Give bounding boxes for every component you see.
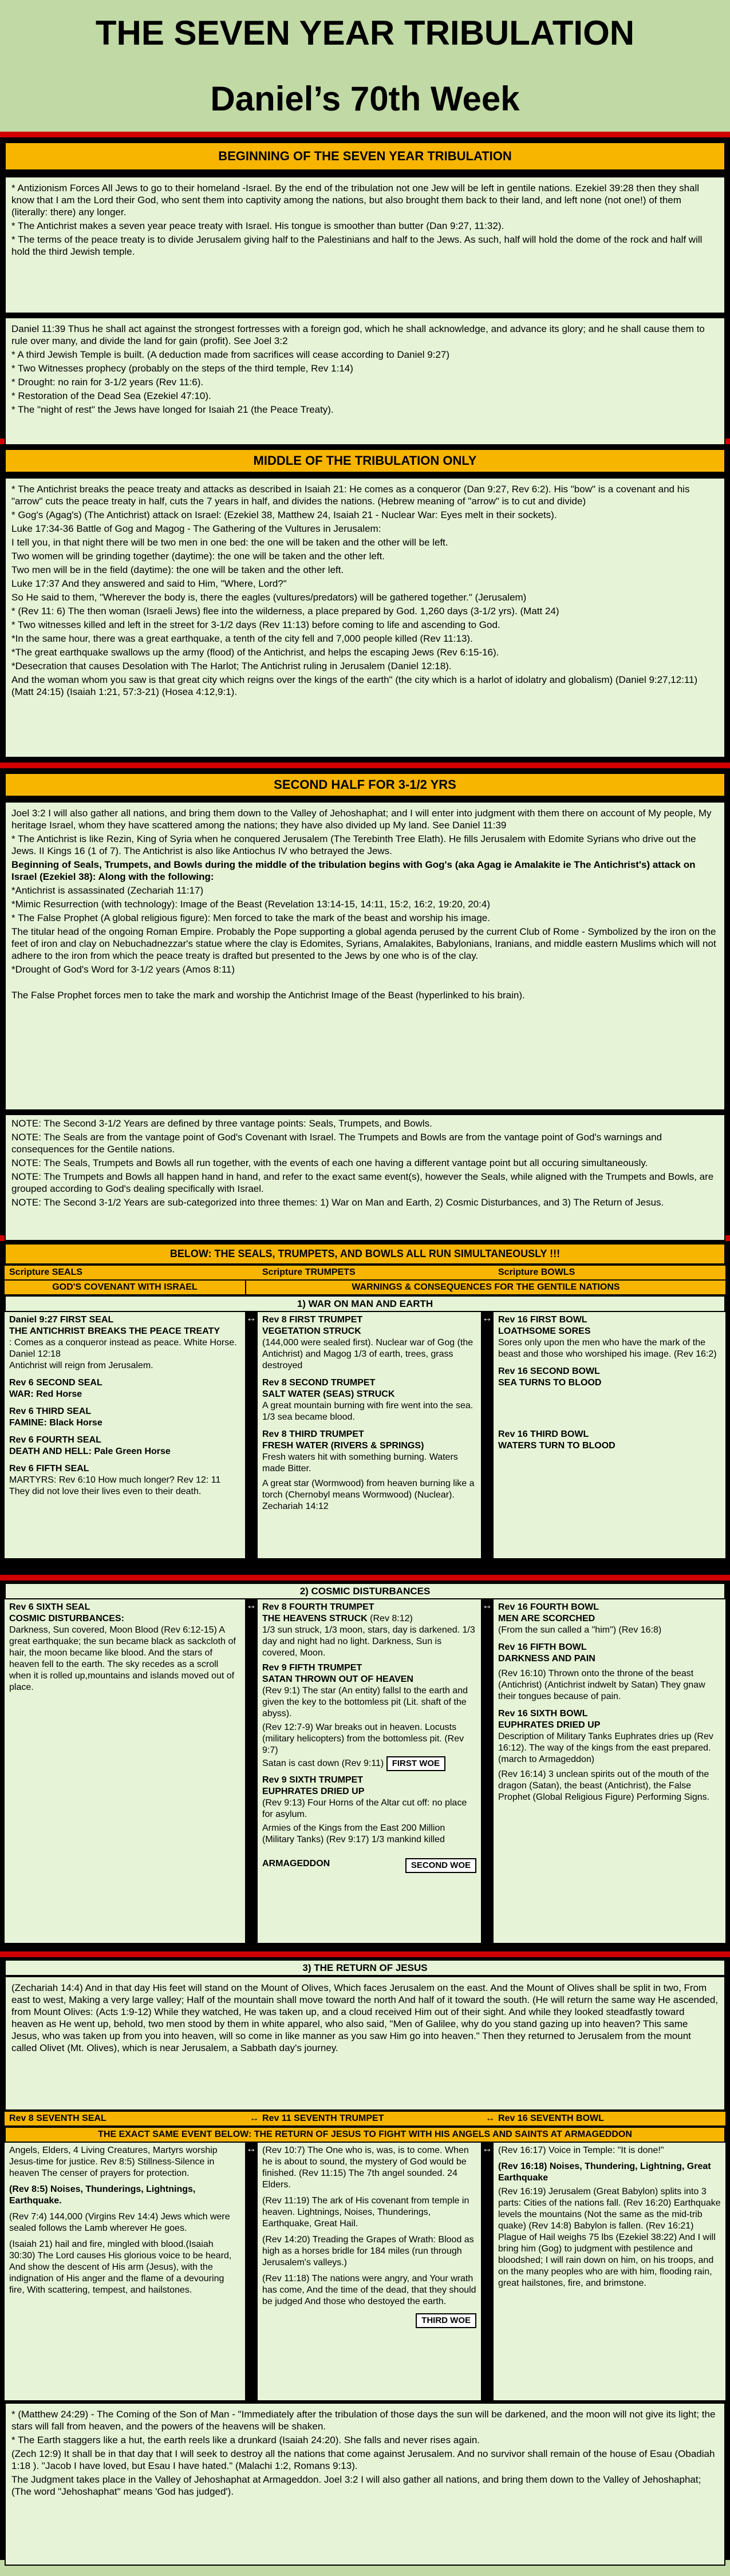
cosmic-bowls <box>494 1599 725 1943</box>
arrow-icon: ↔ <box>486 2113 495 2123</box>
text: * The Antichrist breaks the peace treaty and attacks as described in Isaiah 21: He comes as a conqueror (Dan 9:27, Rev 6:2). His "bow" is a covenant and his "arrow" cuts the peace treaty in half, cuts the 7 years in half, and divides the nations. (Hebrew meaning of "arrow" is to cut and divide) <box>11 484 690 507</box>
note: NOTE: The Trumpets and Bowls all happen hand in hand, and refer to the exact same event(s), however the Seals, while aligned with the Trumpets and Bowls, are grouped according to God's dealing specifically with Israel. <box>11 1171 714 1194</box>
text: * The Antichrist makes a seven year peace treaty with Israel. His tongue is smoother than butter (Dan 9:27, 11:32). <box>11 220 504 231</box>
text: So He said to them, "Wherever the body is, there the eagles (vultures/predators) will be gathered together." (Jerusalem) <box>11 592 527 603</box>
beginning-box-2 <box>5 317 725 446</box>
seal-text: MARTYRS: Rev 6:10 How much longer? Rev 12: 11 They did not love their lives even to their death. <box>9 1475 221 1496</box>
note: NOTE: The Second 3-1/2 Years are sub-categorized into three themes: 1) War on Man and Earth, 2) Cosmic Disturbances, and 3) The Return of Jesus. <box>11 1197 664 1208</box>
text: Beginning of Seals, Trumpets, and Bowls during the middle of the tribulation begins with Gog's (aka Agag ie Amalakite ie The Antichrist's) attack on Israel (Ezekiel 38): Along with the following: <box>11 859 696 882</box>
table-subheaders <box>5 1281 725 1295</box>
arrow-icon: ↔ <box>245 2143 258 2400</box>
cosmic-title: 2) COSMIC DISTURBANCES <box>5 1583 725 1599</box>
text: *Drought of God's Word for 3-1/2 years (Amos 8:11) <box>11 964 235 975</box>
table-column-headers <box>5 1265 725 1281</box>
trumpet-text: (Rev 12:7-9) War breaks out in heaven. Locusts (military helicopters) from the bottomless pit. (Rev 9:7) <box>262 1722 464 1755</box>
text: Daniel 11:39 Thus he shall act against the strongest fortresses with a foreign god, which he shall acknowledge, and advance its glory; and he shall cause them to rule over many, and divide the land for gain (profit). See Joel 3:2 <box>11 323 705 346</box>
covenant-label: GOD'S COVENANT WITH ISRAEL <box>52 1282 198 1292</box>
text: * The Earth staggers like a hut, the earth reels like a drunkard (Isaiah 24:20). She falls and never rises again. <box>11 2435 480 2445</box>
trumpet-text: (Rev 9:1) The star (An entity) fallsl to the earth and given the key to the bottomless pit (Lit. shaft of the abyss). <box>262 1686 468 1718</box>
bowl-text: (Rev 16:14) 3 unclean spirits out of the mouth of the dragon (Satan), the beast (Antichrist), the False Prophet (Global Religious Figure) Performing Signs. <box>498 1769 710 1802</box>
column-bowls: Scripture BOWLS <box>498 1267 575 1277</box>
bowl-header: Rev 16 FIRST BOWL <box>498 1315 587 1325</box>
seal-text: Darkness, Sun covered, Moon Blood (Rev 6:12-15) A great earthquake; the sun became black as sackcloth of hair, the moon became like blood. And the stars of heaven fell to the earth. The sky recedes as a scroll when it is rolled up,mountains and islands moved out of place. <box>9 1625 236 1692</box>
divider <box>0 762 730 768</box>
text: * (Rev 11: 6) The then woman (Israeli Jews) flee into the wilderness, a place prepared by God. 1,260 days (3-1/2 yrs). (Matt 24) <box>11 606 559 617</box>
column-seals: Scripture SEALS <box>9 1267 83 1277</box>
bowl-title: SEA TURNS TO BLOOD <box>498 1378 602 1388</box>
text: *Antichrist is assassinated (Zechariah 11:17) <box>11 885 204 896</box>
second-half-header: SECOND HALF FOR 3-1/2 YRS <box>5 773 725 797</box>
return-bowls <box>494 2143 725 2400</box>
trumpet-text: (Rev 10:7) The One who is, was, is to come. When he is about to sound, the mystery of God would be finished. (Rev 11:15) The 7th angel sounded. 24 Elders. <box>262 2146 469 2190</box>
bowl-title: MEN ARE SCORCHED <box>498 1614 595 1623</box>
bowl-header: Rev 16 THIRD BOWL <box>498 1429 589 1439</box>
bowl-header: Rev 16 SECOND BOWL <box>498 1366 600 1376</box>
text: *Mimic Resurrection (with technology): Image of the Beast (Revelation 13:14-15, 14:11, 15:2, 16:2, 19:20, 20:4) <box>11 899 490 910</box>
cosmic-section <box>0 1581 730 1951</box>
trumpet-header: Rev 9 SIXTH TRUMPET <box>262 1775 364 1785</box>
text: *The great earthquake swallows up the army (flood) of the Antichrist, and helps the escaping Jews (Rev 6:15-16). <box>11 647 499 658</box>
text: I tell you, in that night there will be two men in one bed: the one will be taken and the other will be left. <box>11 537 448 548</box>
second-half-box-1 <box>5 801 725 1111</box>
divider <box>0 1575 730 1581</box>
return-banner: THE EXACT SAME EVENT BELOW: THE RETURN OF JESUS TO FIGHT WITH HIS ANGELS AND SAINTS AT ARMAGEDDON <box>5 2127 725 2143</box>
cosmic-grid <box>5 1599 725 1943</box>
bowl-text: (Rev 16:10) Thrown onto the throne of the beast (Antichrist) (Antichrist indwelt by Satan) They gnaw their tongues because of pain. <box>498 1669 705 1701</box>
second-woe-badge: SECOND WOE <box>405 1858 476 1873</box>
text: * The Antichrist is like Rezin, King of Syria when he conquered Jerusalem (The Terebinth Tree Elath). He fills Jerusalem with Edomite Syrians who drive out the Jews. II Kings 16 (1 of 7). The Antichrist is also like Antiochus IV who betrayed the Jews. <box>11 833 696 856</box>
trumpet-text: (Rev 14:20) Treading the Grapes of Wrath: Blood as high as a horses bridle for 184 miles (run through Jerusalem's valleys.) <box>262 2235 474 2267</box>
trumpet-text: (Rev 11:18) The nations were angry, and Your wrath has come, And the time of the dead, that they should be judged And those who destoyed the earth. <box>262 2274 476 2306</box>
text: * The False Prophet (A global religious figure): Men forced to take the mark of the beast and worship his image. <box>11 912 490 923</box>
bowl-header: Rev 16 SIXTH BOWL <box>498 1709 588 1718</box>
seals-trumpets-bowls-table <box>0 1241 730 1575</box>
armageddon-label: ARMAGEDDON <box>262 1859 330 1868</box>
text: *Desecration that causes Desolation with The Harlot; The Antichrist ruling in Jerusalem (Daniel 12:18). <box>11 661 452 671</box>
trumpet-text: A great mountain burning with fire went into the sea. 1/3 sea became blood. <box>262 1401 473 1422</box>
cosmic-trumpets <box>258 1599 481 1943</box>
trumpet-title: EUPHRATES DRIED UP <box>262 1787 365 1796</box>
return-intro: (Zechariah 14:4) And in that day His feet will stand on the Mount of Olives, Which faces Jerusalem on the east. And the Mount of Olives shall be split in two, From east to west, Making a very large valley; Half of the mountain shall move toward the north And half of it toward the south. (He will return the same way He ascended, from Mount Olives: (Acts 1:9-12) While they watched, He was taken up, and a cloud received Him out of their sight. And while they looked steadfastly toward heaven as He went up, behold, two men stood by them in white apparel, who also said, "Men of Galilee, why do you stand gazing up into heaven? This same Jesus, who was taken up from you into heaven, will so come in like manner as you saw Him go into heaven." Then they returned to Jerusalem from the mount called Olivet (Mt. Olives), which is near Jerusalem, a Sabbath day's journey. <box>5 1976 725 2111</box>
bowl-title: DARKNESS AND PAIN <box>498 1654 595 1664</box>
seal-text: Antichrist will reign from Jerusalem. <box>9 1361 153 1370</box>
trumpet-text: Satan is cast down (Rev 9:11) <box>262 1759 384 1768</box>
first-woe-badge: FIRST WOE <box>386 1756 445 1771</box>
seal-header: Rev 6 THIRD SEAL <box>9 1406 92 1416</box>
return-trumpets <box>258 2143 481 2400</box>
text: * Two Witnesses prophecy (probably on the steps of the third temple, Rev 1:14) <box>11 363 353 374</box>
return-title: 3) THE RETURN OF JESUS <box>5 1959 725 1976</box>
bowl-text: (Rev 16:19) Jerusalem (Great Babylon) splits into 3 parts: Cities of the nations fall. (Rev 16:20) Earthquake levels the mountains (Not the same as the mid-trib quake) (Rev 14:8) Babylon is fallen. (Rev 16:21) Plague of Hail weighs 75 lbs (Ezekiel 38:22) And I will bring him (Gog) to judgment with pestilence and bloodshed; I will rain down on him, on his troops, and on the many peoples who are with him, flooding rain, great hailstones, fire, and brimstone. <box>498 2187 721 2288</box>
return-section <box>0 1957 730 2560</box>
war-trumpets <box>258 1312 481 1558</box>
bowl7-header: Rev 16 SEVENTH BOWL <box>498 2113 604 2123</box>
text: * A third Jewish Temple is built. (A deduction made from sacrifices will cease according to Daniel 9:27) <box>11 349 450 360</box>
war-grid <box>5 1312 725 1558</box>
arrow-icon: ↔ <box>481 1312 494 1558</box>
trumpet-title: THE HEAVENS STRUCK <box>262 1614 368 1623</box>
seal-text: : Comes as a conqueror instead as peace. White Horse. Daniel 12:18 <box>9 1338 237 1359</box>
bowl-title: WATERS TURN TO BLOOD <box>498 1441 615 1451</box>
spacer <box>481 1266 494 1279</box>
seal-header: Rev 6 SECOND SEAL <box>9 1378 102 1388</box>
column-trumpets: Scripture TRUMPETS <box>262 1267 356 1277</box>
war-title: 1) WAR ON MAN AND EARTH <box>5 1295 725 1312</box>
seal-title: WAR: Red Horse <box>9 1389 82 1399</box>
text: * Antizionism Forces All Jews to go to their homeland -Israel. By the end of the tribulation not one Jew will be left in gentile nations. Ezekiel 39:28 then they shall know that I am the Lord their God, who sent them into captivity among the nations, but also brought them back to their land, and left none (not one!) of them (literally: there) any longer. <box>11 183 700 218</box>
trumpet-text: (Rev 11:19) The ark of His covenant from temple in heaven. Lightnings, Noises, Thunderings, Earthquake, Great Hail. <box>262 2196 469 2229</box>
trumpet-title: FRESH WATER (RIVERS & SPRINGS) <box>262 1441 424 1451</box>
trumpet7-header: Rev 11 SEVENTH TRUMPET <box>262 2113 384 2123</box>
seal-title: COSMIC DISTURBANCES: <box>9 1614 124 1623</box>
text: * The terms of the peace treaty is to divide Jerusalem giving half to the Palestinians and half to the Jews. As such, half will hold the dome of the rock and half will hold the third Jewish temple. <box>11 234 703 257</box>
bowl-title: EUPHRATES DRIED UP <box>498 1720 601 1730</box>
trumpet-text: 1/3 sun struck, 1/3 moon, stars, day is darkened. 1/3 day and night had no light. Darkness, Sun is covered, Moon. <box>262 1625 475 1658</box>
bowl-text: (From the sun called a "him") (Rev 16:8) <box>498 1625 662 1635</box>
text: And the woman whom you saw is that great city which reigns over the kings of the earth" (the city which is a harlot of idolatry and globalism) (Daniel 9:27,12:11) (Matt 24:15) (Isaiah 1:21, 57:3-21) (Hosea 4:12,9:1). <box>11 674 698 697</box>
beginning-header: BEGINNING OF THE SEVEN YEAR TRIBULATION <box>5 142 725 171</box>
seal-text: (Isaiah 21) hail and fire, mingled with blood.(Isaiah 30:30) The Lord causes His glorious voice to be heard, And show the descent of His arm (Jesus), with the indignation of His anger and the flame of a devouring fire, With scattering, tempest, and hailstones. <box>9 2239 232 2295</box>
text: * Gog's (Agag's) (The Antichrist) attack on Israel: (Ezekiel 38, Matthew 24, Isaiah 21 - Nuclear War: Eyes melt in their sockets). <box>11 509 557 520</box>
spacer <box>245 1266 258 1279</box>
seal-header: Rev 6 FOURTH SEAL <box>9 1435 101 1445</box>
third-woe-badge: THIRD WOE <box>416 2313 476 2328</box>
beginning-box-1 <box>5 176 725 314</box>
warnings-label: WARNINGS & CONSEQUENCES FOR THE GENTILE NATIONS <box>245 1281 725 1294</box>
trumpet-header: Rev 8 FOURTH TRUMPET <box>262 1602 374 1612</box>
seal-header: Rev 6 FIFTH SEAL <box>9 1464 89 1473</box>
seal-text: (Rev 7:4) 144,000 (Virgins Rev 14:4) Jews which were sealed follows the Lamb wherever He goes. <box>9 2212 230 2233</box>
middle-section <box>0 444 730 762</box>
arrow-icon: ↔ <box>481 2143 494 2400</box>
war-seals <box>5 1312 245 1558</box>
arrow-icon: ↔ <box>245 1599 258 1943</box>
seal-text: Angels, Elders, 4 Living Creatures, Martyrs worship Jesus-time for justice. Rev 8:5) Stillness-Silence in heaven The censer of prayers for protection. <box>9 2146 218 2178</box>
text: *In the same hour, there was a great earthquake, a tenth of the city fell and 7,000 people killed (Rev 11:13). <box>11 633 473 644</box>
trumpet-text: A great star (Wormwood) from heaven burning like a torch (Chernobyl means Wormwood) (Nuclear). Zechariah 14:12 <box>262 1479 475 1511</box>
divider <box>0 1951 730 1957</box>
second-half-notes <box>5 1114 725 1241</box>
seal-title: FAMINE: Black Horse <box>9 1418 102 1428</box>
seal-title: DEATH AND HELL: Pale Green Horse <box>9 1447 171 1456</box>
bowl-header: Rev 16 FOURTH BOWL <box>498 1602 599 1612</box>
trumpet-text: (Rev 9:13) Four Horns of the Altar cut off: no place for asylum. <box>262 1798 467 1819</box>
note: NOTE: The Seals are from the vantage point of God's Covenant with Israel. The Trumpets and Bowls are from the vantage point of God's warnings and consequences for the Gentile nations. <box>11 1132 662 1155</box>
arrow-icon: ↔ <box>245 1312 258 1558</box>
text: * Two witnesses killed and left in the street for 3-1/2 days (Rev 11:13) before coming to life and ascending to God. <box>11 619 500 630</box>
text: Two women will be grinding together (daytime): the one will be taken and the other left. <box>11 551 385 562</box>
war-bowls <box>494 1312 725 1558</box>
seal7-header: Rev 8 SEVENTH SEAL <box>9 2113 106 2123</box>
seal-header: Rev 6 SIXTH SEAL <box>9 1602 90 1612</box>
middle-header: MIDDLE OF THE TRIBULATION ONLY <box>5 449 725 473</box>
text: Luke 17:37 And they answered and said to Him, "Where, Lord?" <box>11 578 287 589</box>
middle-box <box>5 477 725 758</box>
seal-text: (Rev 8:5) Noises, Thunderings, Lightnings, Earthquake. <box>9 2184 196 2206</box>
text: The False Prophet forces men to take the mark and worship the Antichrist Image of the Beast (hyperlinked to his brain). <box>11 990 525 1001</box>
trumpet-title: VEGETATION STRUCK <box>262 1326 361 1336</box>
bowl-text: Sores only upon the men who have the mark of the beast and those who worshiped his image. (Rev 16:2) <box>498 1338 717 1359</box>
trumpet-title: SATAN THROWN OUT OF HEAVEN <box>262 1674 413 1684</box>
cosmic-seals <box>5 1599 245 1943</box>
trumpet-header: Rev 8 SECOND TRUMPET <box>262 1378 376 1388</box>
text: Two men will be in the field (daytime): the one will be taken and the other left. <box>11 564 344 575</box>
bowl-text: (Rev 16:18) Noises, Thundering, Lightning, Great Earthquake <box>498 2162 711 2183</box>
seal-title: THE ANTICHRIST BREAKS THE PEACE TREATY <box>9 1326 220 1336</box>
page-title: THE SEVEN YEAR TRIBULATION <box>95 14 635 52</box>
return-footer <box>5 2403 725 2566</box>
bowl-text: (Rev 16:17) Voice in Temple: "It is done!" <box>498 2146 664 2155</box>
bowl-title: LOATHSOME SORES <box>498 1326 591 1336</box>
trumpet-title: SALT WATER (SEAS) STRUCK <box>262 1389 395 1399</box>
second-half-section <box>0 768 730 1235</box>
return-column-headers <box>5 2111 725 2127</box>
text: The Judgment takes place in the Valley of Jehoshaphat at Armageddon. Joel 3:2 I will also gather all nations, and bring them down to the Valley of Jehoshaphat; (The word "Jehoshaphat" means 'God has judged'). <box>11 2474 701 2497</box>
return-grid <box>5 2143 725 2400</box>
text: (Zech 12:9) It shall be in that day that I will seek to destroy all the nations that come against Jerusalem. And no survivor shall remain of the house of Esau (Obadiah 1:18 ). "Jacob I have loved, but Esau I have hated." (Malachi 1:2, Romans 9:13). <box>11 2448 715 2471</box>
text: The titular head of the ongoing Roman Empire. Probably the Pope supporting a global agenda perused by the current Club of Rome - Symbolized by the iron on the feet of iron and clay on Nebuchadnezzar's statue where the clay is Edomites, Syrians, Amalakites, Babylonians, Iranians, and middle eastern Muslims which will not adhere to the iron from which the peace treaty is drafted but presented to the Jews by one who is of the clay. <box>11 926 716 961</box>
page-subtitle: Daniel’s 70th Week <box>210 80 520 118</box>
text: Joel 3:2 I will also gather all nations, and bring them down to the Valley of Jehoshaphat; and I will enter into judgment with them there on account of My people, My heritage Israel, whom they have scattered among the nations; they have also divided up My land. See Daniel 11:39 <box>11 808 712 831</box>
arrow-icon: ↔ <box>250 2113 259 2123</box>
text: Luke 17:34-36 Battle of Gog and Magog - The Gathering of the Vultures in Jerusalem: <box>11 523 381 534</box>
trumpet-ref: (Rev 8:12) <box>370 1614 413 1623</box>
trumpet-text: Fresh waters hit with something burning. Waters made Bitter. <box>262 1452 458 1473</box>
arrow-icon: ↔ <box>481 1599 494 1943</box>
trumpet-header: Rev 9 FIFTH TRUMPET <box>262 1663 362 1673</box>
note: NOTE: The Seals, Trumpets and Bowls all run together, with the events of each one having a different vantage point but all occuring simultaneously. <box>11 1157 648 1168</box>
trumpet-header: Rev 8 THIRD TRUMPET <box>262 1429 364 1439</box>
trumpet-text: (144,000 were sealed first). Nuclear war of Gog (the Antichrist) and Magog 1/3 of earth, trees, grass destroyed <box>262 1338 473 1370</box>
text: * The "night of rest" the Jews have longed for Isaiah 21 (the Peace Treaty). <box>11 404 334 415</box>
bowl-header: Rev 16 FIFTH BOWL <box>498 1642 587 1652</box>
table-banner: BELOW: THE SEALS, TRUMPETS, AND BOWLS ALL RUN SIMULTANEOUSLY !!! <box>5 1243 725 1265</box>
text: * Restoration of the Dead Sea (Ezekiel 47:10). <box>11 390 211 401</box>
beginning-section <box>0 137 730 438</box>
trumpet-text: Armies of the Kings from the East 200 Million (Military Tanks) (Rev 9:17) 1/3 mankind killed <box>262 1823 445 1844</box>
note: NOTE: The Second 3-1/2 Years are defined by three vantage points: Seals, Trumpets, and Bowls. <box>11 1118 432 1129</box>
divider <box>0 132 730 137</box>
return-seals <box>5 2143 245 2400</box>
seal-header: Daniel 9:27 FIRST SEAL <box>9 1315 114 1325</box>
text: * Drought: no rain for 3-1/2 years (Rev 11:6). <box>11 377 204 388</box>
text: * (Matthew 24:29) - The Coming of the Son of Man - "Immediately after the tribulation of those days the sun will be darkened, and the moon will not give its light; the stars will fall from heaven, and the powers of the heavens will be shaken. <box>11 2409 716 2432</box>
bowl-text: Description of Military Tanks Euphrates dries up (Rev 16:12). The way of the kings from the east prepared. (march to Armageddon) <box>498 1732 713 1764</box>
trumpet-header: Rev 8 FIRST TRUMPET <box>262 1315 363 1325</box>
